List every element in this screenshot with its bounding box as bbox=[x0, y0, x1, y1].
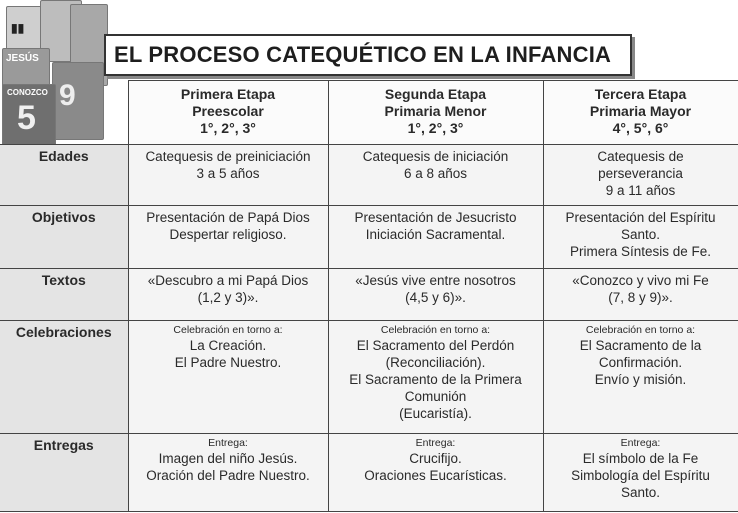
table-cell: Presentación de Jesucristo Iniciación Sacramental. bbox=[328, 206, 543, 269]
corner-cell bbox=[0, 81, 128, 145]
header-row bbox=[0, 81, 738, 145]
row-label: Celebraciones bbox=[0, 321, 128, 434]
table-cell: Celebración en torno a: El Sacramento de la Confirmación. Envío y misión. bbox=[543, 321, 738, 434]
column-header: Primera Etapa Preescolar 1°, 2°, 3° bbox=[128, 81, 328, 145]
table-cell: Catequesis de iniciación 6 a 8 años bbox=[328, 145, 543, 206]
column-header: Tercera Etapa Primaria Mayor 4°, 5°, 6° bbox=[543, 81, 738, 145]
table-cell: «Conozco y vivo mi Fe (7, 8 y 9)». bbox=[543, 269, 738, 321]
table-cell: Entrega: Crucifijo. Oraciones Eucarísticas. bbox=[328, 434, 543, 512]
title-box bbox=[104, 34, 632, 76]
row-label: Edades bbox=[0, 145, 128, 206]
page-title: EL PROCESO CATEQUÉTICO EN LA INFANCIA bbox=[114, 42, 612, 67]
table-row bbox=[0, 145, 738, 206]
table-cell: Celebración en torno a: El Sacramento del Perdón (Reconciliación). El Sacramento de la Primera Comunión (Eucaristía). bbox=[328, 321, 543, 434]
book-cover: CONOZCO 5 bbox=[2, 84, 56, 146]
table-cell: Celebración en torno a: La Creación. El Padre Nuestro. bbox=[128, 321, 328, 434]
book-cover-label: CONOZCO bbox=[7, 88, 48, 97]
row-label: Objetivos bbox=[0, 206, 128, 269]
table-cell: Catequesis de preiniciación 3 a 5 años bbox=[128, 145, 328, 206]
table-cell: Presentación del Espíritu Santo. Primera Síntesis de Fe. bbox=[543, 206, 738, 269]
table-cell: Entrega: El símbolo de la Fe Simbología del Espíritu Santo. bbox=[543, 434, 738, 512]
table-row bbox=[0, 206, 738, 269]
table-row bbox=[0, 269, 738, 321]
table-row bbox=[0, 434, 738, 512]
table-cell: Catequesis de perseverancia 9 a 11 años bbox=[543, 145, 738, 206]
book-cover: ▮▮ bbox=[6, 6, 48, 68]
catechesis-table bbox=[0, 80, 738, 512]
row-label: Textos bbox=[0, 269, 128, 321]
table-cell: «Jesús vive entre nosotros (4,5 y 6)». bbox=[328, 269, 543, 321]
table-cell: Presentación de Papá Dios Despertar religioso. bbox=[128, 206, 328, 269]
table-row bbox=[0, 321, 738, 434]
table-cell: «Descubro a mi Papá Dios (1,2 y 3)». bbox=[128, 269, 328, 321]
book-cover-label: JESÚS bbox=[6, 53, 39, 64]
table-cell: Entrega: Imagen del niño Jesús. Oración del Padre Nuestro. bbox=[128, 434, 328, 512]
row-label: Entregas bbox=[0, 434, 128, 512]
column-header: Segunda Etapa Primaria Menor 1°, 2°, 3° bbox=[328, 81, 543, 145]
book-cover: 9 bbox=[52, 62, 104, 140]
